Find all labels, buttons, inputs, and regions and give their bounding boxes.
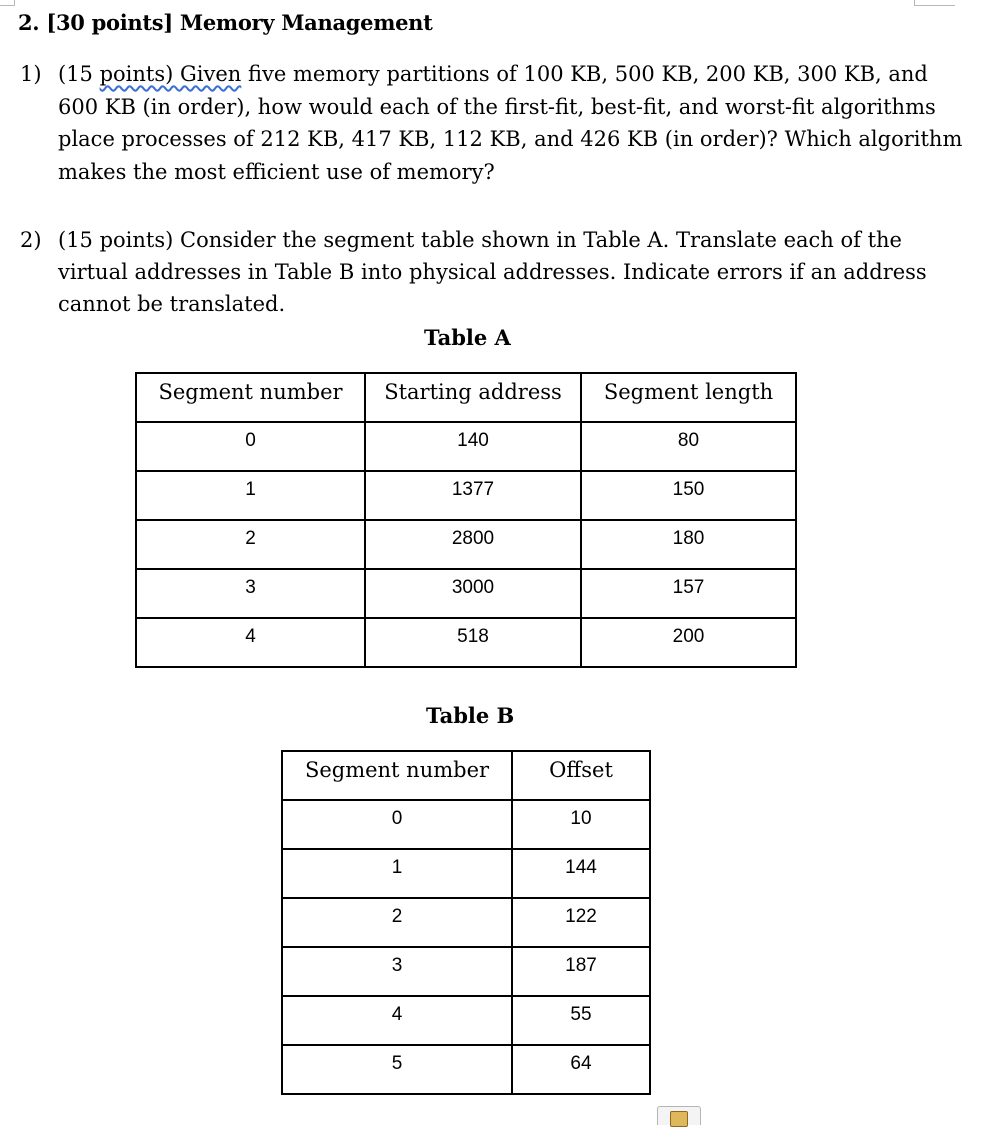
table-cell: 1 [136, 471, 365, 520]
clipboard-icon [670, 1111, 688, 1127]
question-2-line: cannot be translated. [58, 292, 286, 316]
table-row [282, 898, 650, 947]
question-1-line: (15 points) Given five memory partitions of 100 KB, 500 KB, 200 KB, 300 KB, and [58, 62, 928, 86]
table-cell: 55 [512, 996, 650, 1045]
table-cell: 2 [136, 520, 365, 569]
paste-options-icon[interactable] [657, 1106, 701, 1125]
table-cell: 3 [136, 569, 365, 618]
table-cell: 144 [512, 849, 650, 898]
question-1-number: 1) [20, 62, 42, 86]
table-row [136, 422, 796, 471]
table-cell: 2800 [365, 520, 581, 569]
table-row [282, 1045, 650, 1094]
question-2-line: virtual addresses in Table B into physical addresses. Indicate errors if an address [58, 260, 927, 284]
table-cell: 122 [512, 898, 650, 947]
table-cell: 1377 [365, 471, 581, 520]
table-cell: 80 [581, 422, 796, 471]
table-b [281, 750, 651, 1095]
table-row [136, 471, 796, 520]
table-cell: 200 [581, 618, 796, 667]
table-header-cell: Segment length [581, 373, 796, 422]
question-1-line: place processes of 212 KB, 417 KB, 112 KB, and 426 KB (in order)? Which algorithm [58, 127, 963, 151]
table-cell: 150 [581, 471, 796, 520]
section-heading: 2. [30 points] Memory Management [18, 10, 433, 35]
table-cell: 10 [512, 800, 650, 849]
table-cell: 64 [512, 1045, 650, 1094]
table-row [136, 520, 796, 569]
table-cell: 5 [282, 1045, 512, 1094]
question-1-line: makes the most efficient use of memory? [58, 159, 495, 184]
table-b-caption: Table B [426, 703, 515, 728]
question-1 [20, 58, 963, 188]
page-corner-mark-left [0, 0, 15, 6]
table-cell: 3000 [365, 569, 581, 618]
table-cell: 0 [282, 800, 512, 849]
table-cell: 140 [365, 422, 581, 471]
table-header-cell: Starting address [365, 373, 581, 422]
table-a-caption: Table A [424, 325, 511, 350]
table-cell: 0 [136, 422, 365, 471]
question-1-line: 600 KB (in order), how would each of the first-fit, best-fit, and worst-fit algorithms [58, 94, 936, 119]
table-row [282, 996, 650, 1045]
question-2-line: (15 points) Consider the segment table shown in Table A. Translate each of the [58, 228, 902, 252]
table-row [136, 618, 796, 667]
table-row [282, 947, 650, 996]
table-cell: 518 [365, 618, 581, 667]
table-header-row [136, 373, 796, 422]
table-a [135, 372, 797, 668]
page-corner-mark-right [914, 0, 955, 6]
table-row [282, 800, 650, 849]
spellcheck-underline: points) Given [99, 62, 242, 86]
table-cell: 2 [282, 898, 512, 947]
question-2 [20, 224, 927, 320]
table-row [282, 849, 650, 898]
question-2-number: 2) [20, 228, 42, 252]
table-header-row [282, 751, 650, 800]
table-cell: 180 [581, 520, 796, 569]
table-header-cell: Segment number [282, 751, 512, 800]
table-cell: 4 [136, 618, 365, 667]
table-cell: 157 [581, 569, 796, 618]
table-header-cell: Segment number [136, 373, 365, 422]
table-header-cell: Offset [512, 751, 650, 800]
table-cell: 3 [282, 947, 512, 996]
table-cell: 1 [282, 849, 512, 898]
table-row [136, 569, 796, 618]
table-cell: 187 [512, 947, 650, 996]
table-cell: 4 [282, 996, 512, 1045]
